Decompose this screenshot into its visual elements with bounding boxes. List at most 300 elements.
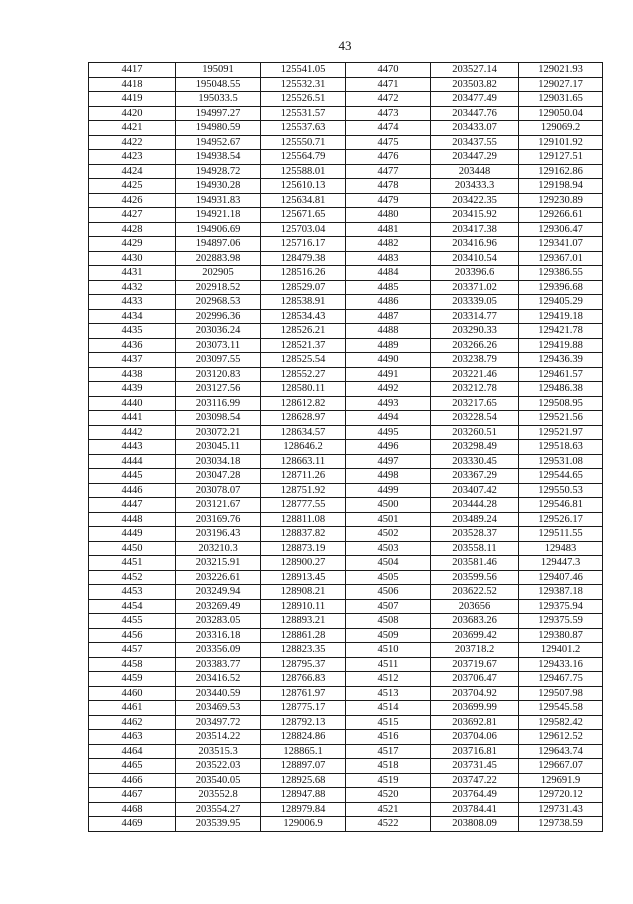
y-coordinate-left-cell: 128521.37 xyxy=(261,338,346,353)
x-coordinate-left-cell: 203539.95 xyxy=(176,817,261,832)
y-coordinate-right-cell: 129643.74 xyxy=(519,744,603,759)
x-coordinate-right-cell: 203477.49 xyxy=(431,92,519,107)
x-coordinate-left-cell: 194952.67 xyxy=(176,135,261,150)
y-coordinate-left-cell: 128580.11 xyxy=(261,382,346,397)
point-number-left-cell: 4434 xyxy=(89,309,176,324)
y-coordinate-left-cell: 128913.45 xyxy=(261,570,346,585)
point-number-right-cell: 4473 xyxy=(346,106,431,121)
point-number-right-cell: 4471 xyxy=(346,77,431,92)
y-coordinate-right-cell: 129306.47 xyxy=(519,222,603,237)
y-coordinate-left-cell: 125541.05 xyxy=(261,63,346,78)
point-number-right-cell: 4493 xyxy=(346,396,431,411)
table-row xyxy=(89,498,603,513)
y-coordinate-left-cell: 128766.83 xyxy=(261,672,346,687)
y-coordinate-right-cell: 129447.3 xyxy=(519,556,603,571)
y-coordinate-left-cell: 125610.13 xyxy=(261,179,346,194)
table-row xyxy=(89,77,603,92)
point-number-left-cell: 4452 xyxy=(89,570,176,585)
y-coordinate-left-cell: 128811.08 xyxy=(261,512,346,527)
x-coordinate-left-cell: 203469.53 xyxy=(176,701,261,716)
x-coordinate-right-cell: 203503.82 xyxy=(431,77,519,92)
table-row xyxy=(89,121,603,136)
x-coordinate-right-cell: 203238.79 xyxy=(431,353,519,368)
y-coordinate-right-cell: 129386.55 xyxy=(519,266,603,281)
point-number-left-cell: 4430 xyxy=(89,251,176,266)
point-number-left-cell: 4435 xyxy=(89,324,176,339)
x-coordinate-right-cell: 203415.92 xyxy=(431,208,519,223)
y-coordinate-left-cell: 128893.21 xyxy=(261,614,346,629)
table-row xyxy=(89,527,603,542)
y-coordinate-right-cell: 129483 xyxy=(519,541,603,556)
x-coordinate-left-cell: 203497.72 xyxy=(176,715,261,730)
x-coordinate-right-cell: 203699.99 xyxy=(431,701,519,716)
table-row xyxy=(89,483,603,498)
x-coordinate-left-cell: 194897.06 xyxy=(176,237,261,252)
y-coordinate-right-cell: 129230.89 xyxy=(519,193,603,208)
x-coordinate-right-cell: 203437.55 xyxy=(431,135,519,150)
y-coordinate-right-cell: 129401.2 xyxy=(519,643,603,658)
point-number-left-cell: 4438 xyxy=(89,367,176,382)
table-row xyxy=(89,396,603,411)
y-coordinate-left-cell: 125531.57 xyxy=(261,106,346,121)
x-coordinate-left-cell: 203045.11 xyxy=(176,440,261,455)
table-row xyxy=(89,469,603,484)
x-coordinate-left-cell: 203440.59 xyxy=(176,686,261,701)
point-number-right-cell: 4481 xyxy=(346,222,431,237)
table-row xyxy=(89,338,603,353)
point-number-left-cell: 4451 xyxy=(89,556,176,571)
y-coordinate-right-cell: 129461.57 xyxy=(519,367,603,382)
x-coordinate-right-cell: 203808.09 xyxy=(431,817,519,832)
y-coordinate-left-cell: 128795.37 xyxy=(261,657,346,672)
point-number-left-cell: 4455 xyxy=(89,614,176,629)
x-coordinate-left-cell: 194938.54 xyxy=(176,150,261,165)
y-coordinate-right-cell: 129050.04 xyxy=(519,106,603,121)
point-number-right-cell: 4483 xyxy=(346,251,431,266)
x-coordinate-left-cell: 194930.28 xyxy=(176,179,261,194)
point-number-right-cell: 4504 xyxy=(346,556,431,571)
x-coordinate-left-cell: 203097.55 xyxy=(176,353,261,368)
point-number-left-cell: 4441 xyxy=(89,411,176,426)
point-number-left-cell: 4442 xyxy=(89,425,176,440)
point-number-right-cell: 4494 xyxy=(346,411,431,426)
table-row xyxy=(89,628,603,643)
x-coordinate-left-cell: 203210.3 xyxy=(176,541,261,556)
point-number-left-cell: 4444 xyxy=(89,454,176,469)
y-coordinate-right-cell: 129101.92 xyxy=(519,135,603,150)
point-number-right-cell: 4503 xyxy=(346,541,431,556)
point-number-left-cell: 4456 xyxy=(89,628,176,643)
y-coordinate-right-cell: 129511.55 xyxy=(519,527,603,542)
table-row xyxy=(89,193,603,208)
x-coordinate-right-cell: 203422.35 xyxy=(431,193,519,208)
y-coordinate-right-cell: 129531.08 xyxy=(519,454,603,469)
x-coordinate-left-cell: 203196.43 xyxy=(176,527,261,542)
point-number-left-cell: 4428 xyxy=(89,222,176,237)
point-number-right-cell: 4501 xyxy=(346,512,431,527)
x-coordinate-right-cell: 203371.02 xyxy=(431,280,519,295)
table-row xyxy=(89,672,603,687)
x-coordinate-left-cell: 203316.18 xyxy=(176,628,261,643)
y-coordinate-left-cell: 128628.97 xyxy=(261,411,346,426)
y-coordinate-left-cell: 125634.81 xyxy=(261,193,346,208)
y-coordinate-left-cell: 128663.11 xyxy=(261,454,346,469)
x-coordinate-left-cell: 203383.77 xyxy=(176,657,261,672)
point-number-right-cell: 4499 xyxy=(346,483,431,498)
point-number-right-cell: 4500 xyxy=(346,498,431,513)
x-coordinate-right-cell: 203290.33 xyxy=(431,324,519,339)
y-coordinate-right-cell: 129266.61 xyxy=(519,208,603,223)
y-coordinate-left-cell: 128979.84 xyxy=(261,802,346,817)
x-coordinate-right-cell: 203444.28 xyxy=(431,498,519,513)
point-number-left-cell: 4449 xyxy=(89,527,176,542)
x-coordinate-left-cell: 203554.27 xyxy=(176,802,261,817)
x-coordinate-left-cell: 203416.52 xyxy=(176,672,261,687)
y-coordinate-left-cell: 128525.54 xyxy=(261,353,346,368)
y-coordinate-left-cell: 125550.71 xyxy=(261,135,346,150)
table-row xyxy=(89,237,603,252)
coordinates-table xyxy=(88,62,603,832)
y-coordinate-left-cell: 128538.91 xyxy=(261,295,346,310)
x-coordinate-right-cell: 203339.05 xyxy=(431,295,519,310)
point-number-right-cell: 4496 xyxy=(346,440,431,455)
y-coordinate-left-cell: 128775.17 xyxy=(261,701,346,716)
y-coordinate-left-cell: 128792.13 xyxy=(261,715,346,730)
point-number-left-cell: 4460 xyxy=(89,686,176,701)
y-coordinate-right-cell: 129021.93 xyxy=(519,63,603,78)
point-number-left-cell: 4418 xyxy=(89,77,176,92)
point-number-left-cell: 4453 xyxy=(89,585,176,600)
table-row xyxy=(89,367,603,382)
x-coordinate-left-cell: 202905 xyxy=(176,266,261,281)
x-coordinate-right-cell: 203527.14 xyxy=(431,63,519,78)
x-coordinate-left-cell: 195033.5 xyxy=(176,92,261,107)
point-number-left-cell: 4422 xyxy=(89,135,176,150)
point-number-left-cell: 4459 xyxy=(89,672,176,687)
x-coordinate-right-cell: 203433.07 xyxy=(431,121,519,136)
y-coordinate-right-cell: 129467.75 xyxy=(519,672,603,687)
x-coordinate-right-cell: 203699.42 xyxy=(431,628,519,643)
point-number-left-cell: 4457 xyxy=(89,643,176,658)
x-coordinate-right-cell: 203692.81 xyxy=(431,715,519,730)
table-row xyxy=(89,164,603,179)
y-coordinate-left-cell: 128646.2 xyxy=(261,440,346,455)
x-coordinate-left-cell: 203116.99 xyxy=(176,396,261,411)
table-row xyxy=(89,643,603,658)
y-coordinate-left-cell: 128925.68 xyxy=(261,773,346,788)
table-row xyxy=(89,744,603,759)
point-number-right-cell: 4470 xyxy=(346,63,431,78)
table-row xyxy=(89,92,603,107)
point-number-left-cell: 4467 xyxy=(89,788,176,803)
point-number-right-cell: 4521 xyxy=(346,802,431,817)
point-number-left-cell: 4417 xyxy=(89,63,176,78)
point-number-right-cell: 4513 xyxy=(346,686,431,701)
point-number-right-cell: 4519 xyxy=(346,773,431,788)
point-number-right-cell: 4479 xyxy=(346,193,431,208)
x-coordinate-right-cell: 203417.38 xyxy=(431,222,519,237)
y-coordinate-right-cell: 129546.81 xyxy=(519,498,603,513)
table-row xyxy=(89,425,603,440)
point-number-right-cell: 4502 xyxy=(346,527,431,542)
point-number-right-cell: 4517 xyxy=(346,744,431,759)
y-coordinate-left-cell: 128873.19 xyxy=(261,541,346,556)
point-number-left-cell: 4421 xyxy=(89,121,176,136)
y-coordinate-right-cell: 129544.65 xyxy=(519,469,603,484)
point-number-right-cell: 4475 xyxy=(346,135,431,150)
point-number-right-cell: 4476 xyxy=(346,150,431,165)
point-number-left-cell: 4450 xyxy=(89,541,176,556)
point-number-left-cell: 4447 xyxy=(89,498,176,513)
x-coordinate-left-cell: 202996.36 xyxy=(176,309,261,324)
x-coordinate-left-cell: 194928.72 xyxy=(176,164,261,179)
table-row xyxy=(89,353,603,368)
x-coordinate-right-cell: 203396.6 xyxy=(431,266,519,281)
x-coordinate-right-cell: 203706.47 xyxy=(431,672,519,687)
table-row xyxy=(89,701,603,716)
table-body xyxy=(89,63,603,832)
y-coordinate-right-cell: 129433.16 xyxy=(519,657,603,672)
x-coordinate-right-cell: 203784.41 xyxy=(431,802,519,817)
y-coordinate-left-cell: 128526.21 xyxy=(261,324,346,339)
point-number-left-cell: 4420 xyxy=(89,106,176,121)
y-coordinate-right-cell: 129375.59 xyxy=(519,614,603,629)
point-number-left-cell: 4458 xyxy=(89,657,176,672)
point-number-left-cell: 4445 xyxy=(89,469,176,484)
x-coordinate-left-cell: 203098.54 xyxy=(176,411,261,426)
y-coordinate-left-cell: 128897.07 xyxy=(261,759,346,774)
table-row xyxy=(89,222,603,237)
point-number-right-cell: 4492 xyxy=(346,382,431,397)
x-coordinate-left-cell: 203169.76 xyxy=(176,512,261,527)
point-number-left-cell: 4463 xyxy=(89,730,176,745)
table-row xyxy=(89,614,603,629)
point-number-right-cell: 4489 xyxy=(346,338,431,353)
x-coordinate-right-cell: 203433.3 xyxy=(431,179,519,194)
y-coordinate-left-cell: 125588.01 xyxy=(261,164,346,179)
point-number-left-cell: 4461 xyxy=(89,701,176,716)
table-row xyxy=(89,802,603,817)
point-number-right-cell: 4516 xyxy=(346,730,431,745)
point-number-right-cell: 4518 xyxy=(346,759,431,774)
y-coordinate-left-cell: 128612.82 xyxy=(261,396,346,411)
y-coordinate-left-cell: 128837.82 xyxy=(261,527,346,542)
x-coordinate-right-cell: 203367.29 xyxy=(431,469,519,484)
x-coordinate-right-cell: 203416.96 xyxy=(431,237,519,252)
point-number-left-cell: 4431 xyxy=(89,266,176,281)
table-row xyxy=(89,150,603,165)
table-row xyxy=(89,440,603,455)
table-row xyxy=(89,63,603,78)
point-number-right-cell: 4508 xyxy=(346,614,431,629)
y-coordinate-left-cell: 128823.35 xyxy=(261,643,346,658)
y-coordinate-right-cell: 129738.59 xyxy=(519,817,603,832)
y-coordinate-left-cell: 128751.92 xyxy=(261,483,346,498)
x-coordinate-left-cell: 203073.11 xyxy=(176,338,261,353)
point-number-right-cell: 4478 xyxy=(346,179,431,194)
y-coordinate-left-cell: 128761.97 xyxy=(261,686,346,701)
point-number-right-cell: 4498 xyxy=(346,469,431,484)
x-coordinate-left-cell: 203034.18 xyxy=(176,454,261,469)
table-row xyxy=(89,585,603,600)
y-coordinate-right-cell: 129396.68 xyxy=(519,280,603,295)
y-coordinate-left-cell: 128552.27 xyxy=(261,367,346,382)
x-coordinate-left-cell: 202918.52 xyxy=(176,280,261,295)
point-number-left-cell: 4425 xyxy=(89,179,176,194)
y-coordinate-right-cell: 129027.17 xyxy=(519,77,603,92)
point-number-right-cell: 4509 xyxy=(346,628,431,643)
y-coordinate-right-cell: 129521.56 xyxy=(519,411,603,426)
x-coordinate-left-cell: 203269.49 xyxy=(176,599,261,614)
point-number-left-cell: 4446 xyxy=(89,483,176,498)
point-number-left-cell: 4419 xyxy=(89,92,176,107)
page-number: 43 xyxy=(338,38,352,53)
x-coordinate-left-cell: 203047.28 xyxy=(176,469,261,484)
y-coordinate-left-cell: 125532.31 xyxy=(261,77,346,92)
y-coordinate-left-cell: 125537.63 xyxy=(261,121,346,136)
point-number-left-cell: 4469 xyxy=(89,817,176,832)
table-row xyxy=(89,512,603,527)
point-number-left-cell: 4468 xyxy=(89,802,176,817)
y-coordinate-right-cell: 129162.86 xyxy=(519,164,603,179)
y-coordinate-right-cell: 129407.46 xyxy=(519,570,603,585)
point-number-right-cell: 4506 xyxy=(346,585,431,600)
table-row xyxy=(89,179,603,194)
point-number-right-cell: 4511 xyxy=(346,657,431,672)
table-row xyxy=(89,657,603,672)
point-number-left-cell: 4436 xyxy=(89,338,176,353)
x-coordinate-right-cell: 203228.54 xyxy=(431,411,519,426)
x-coordinate-left-cell: 203127.56 xyxy=(176,382,261,397)
x-coordinate-right-cell: 203314.77 xyxy=(431,309,519,324)
x-coordinate-left-cell: 203515.3 xyxy=(176,744,261,759)
y-coordinate-right-cell: 129731.43 xyxy=(519,802,603,817)
x-coordinate-right-cell: 203747.22 xyxy=(431,773,519,788)
point-number-right-cell: 4507 xyxy=(346,599,431,614)
table-row xyxy=(89,324,603,339)
table-row xyxy=(89,817,603,832)
table-row xyxy=(89,208,603,223)
point-number-left-cell: 4448 xyxy=(89,512,176,527)
x-coordinate-right-cell: 203221.46 xyxy=(431,367,519,382)
point-number-left-cell: 4427 xyxy=(89,208,176,223)
x-coordinate-left-cell: 194921.18 xyxy=(176,208,261,223)
x-coordinate-left-cell: 202968.53 xyxy=(176,295,261,310)
x-coordinate-right-cell: 203716.81 xyxy=(431,744,519,759)
table-row xyxy=(89,599,603,614)
x-coordinate-right-cell: 203731.45 xyxy=(431,759,519,774)
table-row xyxy=(89,266,603,281)
x-coordinate-left-cell: 203036.24 xyxy=(176,324,261,339)
y-coordinate-right-cell: 129031.65 xyxy=(519,92,603,107)
y-coordinate-left-cell: 125716.17 xyxy=(261,237,346,252)
y-coordinate-right-cell: 129436.39 xyxy=(519,353,603,368)
y-coordinate-left-cell: 129006.9 xyxy=(261,817,346,832)
point-number-right-cell: 4491 xyxy=(346,367,431,382)
x-coordinate-left-cell: 195091 xyxy=(176,63,261,78)
table-row xyxy=(89,788,603,803)
y-coordinate-left-cell: 125671.65 xyxy=(261,208,346,223)
x-coordinate-right-cell: 203330.45 xyxy=(431,454,519,469)
x-coordinate-left-cell: 194931.83 xyxy=(176,193,261,208)
y-coordinate-left-cell: 128479.38 xyxy=(261,251,346,266)
x-coordinate-right-cell: 203448 xyxy=(431,164,519,179)
x-coordinate-left-cell: 203120.83 xyxy=(176,367,261,382)
point-number-right-cell: 4484 xyxy=(346,266,431,281)
y-coordinate-right-cell: 129367.01 xyxy=(519,251,603,266)
x-coordinate-left-cell: 203072.21 xyxy=(176,425,261,440)
x-coordinate-left-cell: 203514.22 xyxy=(176,730,261,745)
y-coordinate-right-cell: 129405.29 xyxy=(519,295,603,310)
table-row xyxy=(89,759,603,774)
x-coordinate-left-cell: 203283.05 xyxy=(176,614,261,629)
y-coordinate-right-cell: 129508.95 xyxy=(519,396,603,411)
point-number-right-cell: 4520 xyxy=(346,788,431,803)
x-coordinate-right-cell: 203719.67 xyxy=(431,657,519,672)
point-number-right-cell: 4472 xyxy=(346,92,431,107)
point-number-right-cell: 4505 xyxy=(346,570,431,585)
x-coordinate-left-cell: 203078.07 xyxy=(176,483,261,498)
y-coordinate-right-cell: 129380.87 xyxy=(519,628,603,643)
y-coordinate-left-cell: 128910.11 xyxy=(261,599,346,614)
table-row xyxy=(89,280,603,295)
x-coordinate-left-cell: 194906.69 xyxy=(176,222,261,237)
point-number-left-cell: 4432 xyxy=(89,280,176,295)
y-coordinate-left-cell: 125564.79 xyxy=(261,150,346,165)
x-coordinate-left-cell: 202883.98 xyxy=(176,251,261,266)
y-coordinate-left-cell: 128865.1 xyxy=(261,744,346,759)
x-coordinate-right-cell: 203447.29 xyxy=(431,150,519,165)
point-number-left-cell: 4440 xyxy=(89,396,176,411)
point-number-left-cell: 4423 xyxy=(89,150,176,165)
y-coordinate-right-cell: 129521.97 xyxy=(519,425,603,440)
x-coordinate-left-cell: 203121.67 xyxy=(176,498,261,513)
x-coordinate-right-cell: 203266.26 xyxy=(431,338,519,353)
y-coordinate-right-cell: 129582.42 xyxy=(519,715,603,730)
y-coordinate-left-cell: 128947.88 xyxy=(261,788,346,803)
x-coordinate-left-cell: 203249.94 xyxy=(176,585,261,600)
point-number-right-cell: 4495 xyxy=(346,425,431,440)
x-coordinate-right-cell: 203656 xyxy=(431,599,519,614)
point-number-right-cell: 4477 xyxy=(346,164,431,179)
x-coordinate-right-cell: 203217.65 xyxy=(431,396,519,411)
y-coordinate-right-cell: 129691.9 xyxy=(519,773,603,788)
x-coordinate-right-cell: 203558.11 xyxy=(431,541,519,556)
point-number-right-cell: 4486 xyxy=(346,295,431,310)
point-number-right-cell: 4512 xyxy=(346,672,431,687)
y-coordinate-right-cell: 129421.78 xyxy=(519,324,603,339)
y-coordinate-right-cell: 129486.38 xyxy=(519,382,603,397)
x-coordinate-left-cell: 203540.05 xyxy=(176,773,261,788)
x-coordinate-right-cell: 203528.37 xyxy=(431,527,519,542)
table-row xyxy=(89,295,603,310)
point-number-right-cell: 4482 xyxy=(346,237,431,252)
point-number-left-cell: 4465 xyxy=(89,759,176,774)
y-coordinate-right-cell: 129720.12 xyxy=(519,788,603,803)
point-number-right-cell: 4522 xyxy=(346,817,431,832)
y-coordinate-left-cell: 128908.21 xyxy=(261,585,346,600)
y-coordinate-left-cell: 125703.04 xyxy=(261,222,346,237)
x-coordinate-right-cell: 203704.06 xyxy=(431,730,519,745)
table-row xyxy=(89,773,603,788)
y-coordinate-right-cell: 129545.58 xyxy=(519,701,603,716)
x-coordinate-right-cell: 203704.92 xyxy=(431,686,519,701)
x-coordinate-right-cell: 203683.26 xyxy=(431,614,519,629)
point-number-left-cell: 4462 xyxy=(89,715,176,730)
y-coordinate-left-cell: 128711.26 xyxy=(261,469,346,484)
x-coordinate-left-cell: 194997.27 xyxy=(176,106,261,121)
point-number-left-cell: 4439 xyxy=(89,382,176,397)
